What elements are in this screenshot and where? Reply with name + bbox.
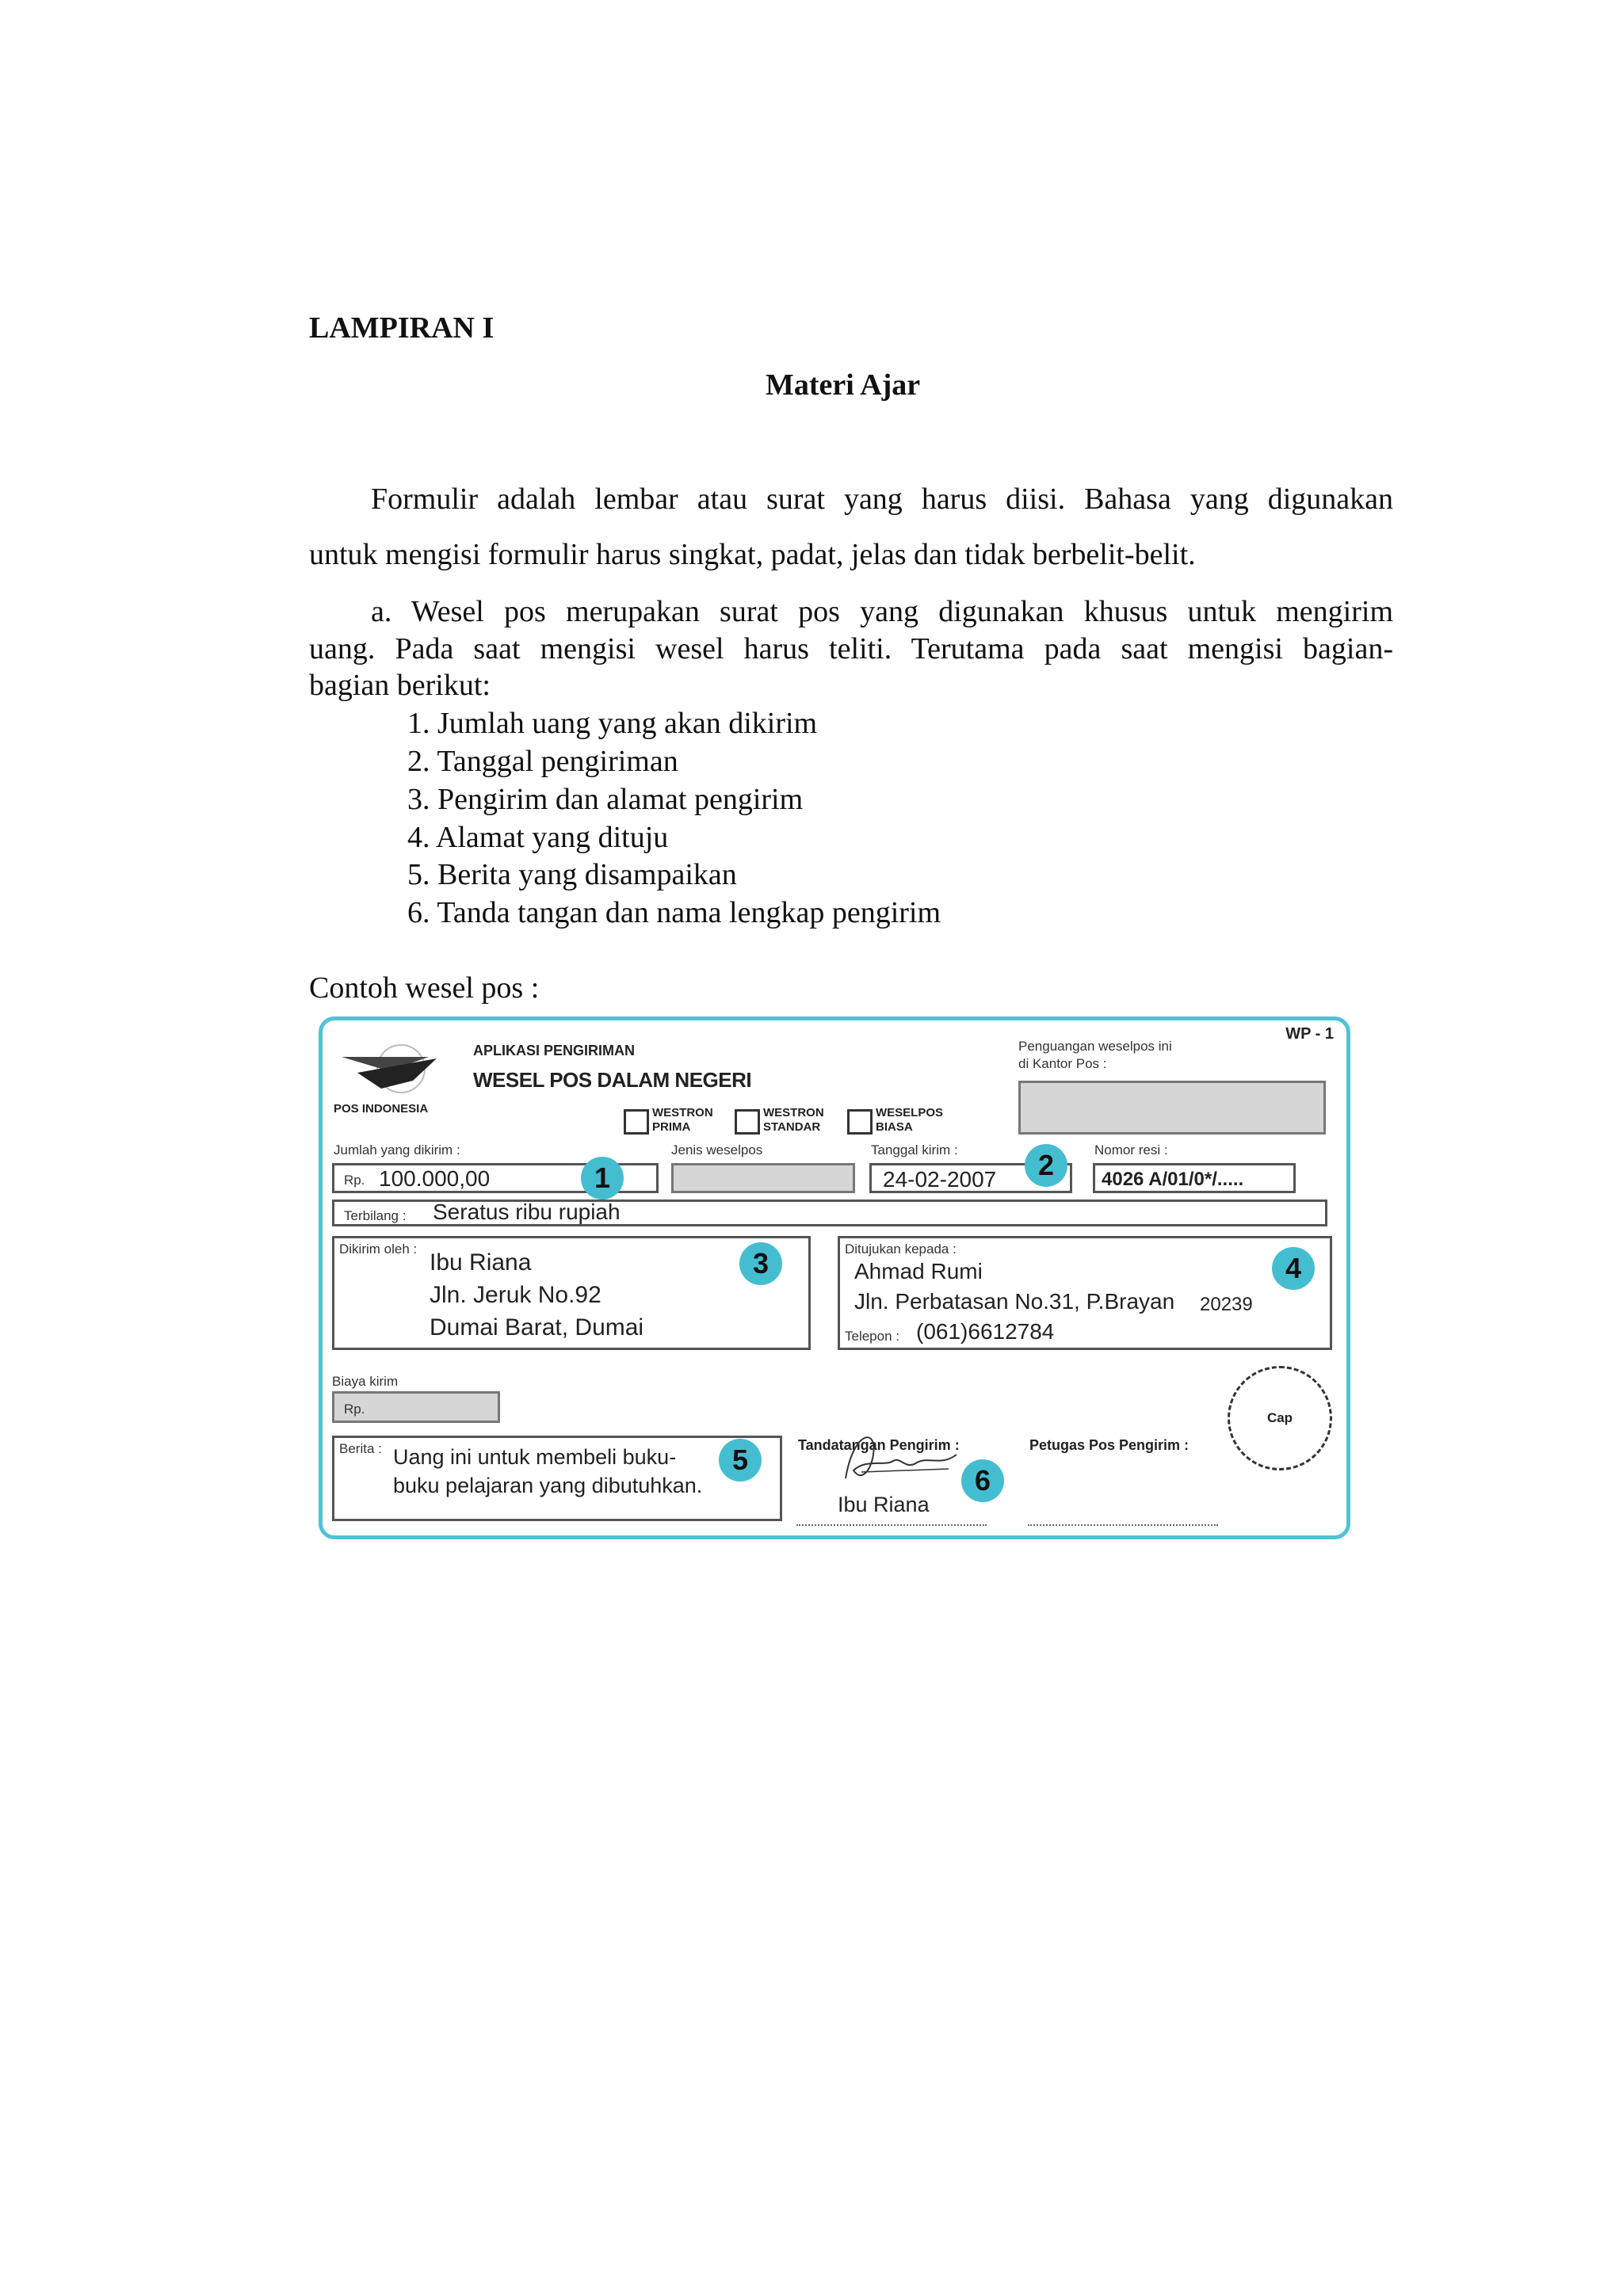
wesel-pos-form — [319, 1016, 1350, 1539]
point-a-line-3: bagian berikut: — [309, 669, 491, 702]
option-line: BIASA — [876, 1120, 913, 1134]
jumlah-value: 100.000,00 — [379, 1166, 491, 1191]
cap-stamp — [1228, 1366, 1332, 1470]
list-item: 3. Pengirim dan alamat pengirim — [407, 783, 804, 816]
list-item: 4. Alamat yang dituju — [407, 821, 669, 854]
sender-line: Jln. Jeruk No.92 — [430, 1282, 601, 1308]
biaya-field[interactable] — [332, 1391, 500, 1423]
option-line: STANDAR — [763, 1120, 821, 1134]
terbilang-field[interactable] — [332, 1199, 1327, 1226]
form-app-label: APLIKASI PENGIRIMAN — [473, 1043, 636, 1058]
option-label — [763, 1106, 824, 1135]
sender-line: Dumai Barat, Dumai — [430, 1314, 644, 1341]
marker-4: 4 — [1272, 1247, 1315, 1290]
resi-field[interactable] — [1093, 1163, 1296, 1193]
marker-3: 3 — [739, 1242, 782, 1285]
page-subheading: Materi Ajar — [766, 368, 921, 402]
option-line: WESTRON — [763, 1106, 824, 1119]
berita-line: Uang ini untuk membeli buku- — [393, 1445, 677, 1469]
terbilang-value: Seratus ribu rupiah — [433, 1199, 621, 1224]
ttd-label: Tandatangan Pengirim : — [798, 1437, 960, 1453]
marker-6: 6 — [961, 1459, 1004, 1502]
sender-line: Ibu Riana — [430, 1249, 532, 1276]
penguangan-label — [1018, 1038, 1172, 1073]
list-item: 2. Tanggal pengiriman — [407, 745, 678, 778]
example-label: Contoh wesel pos : — [309, 971, 540, 1005]
point-a-line-2: uang. Pada saat mengisi wesel harus teliti. Terutama pada saat mengisi bagian- — [309, 632, 1393, 666]
marker-1: 1 — [581, 1157, 624, 1199]
jenis-label: Jenis weselpos — [671, 1142, 763, 1158]
telepon-value: (061)6612784 — [916, 1319, 1055, 1344]
intro-line-2: untuk mengisi formulir harus singkat, padat, jelas dan tidak berbelit-belit. — [309, 538, 1196, 571]
form-code: WP - 1 — [1285, 1025, 1334, 1043]
berita-box[interactable] — [332, 1436, 782, 1521]
resi-value: 4026 A/01/0*/..... — [1102, 1169, 1244, 1190]
terbilang-label: Terbilang : — [344, 1208, 407, 1223]
resi-label: Nomor resi : — [1094, 1142, 1168, 1158]
sender-address — [430, 1246, 643, 1344]
point-a-line-1: a. Wesel pos merupakan surat pos yang digunakan khusus untuk mengirim — [371, 595, 1393, 628]
option-line: WESELPOS — [876, 1106, 944, 1119]
pos-logo-icon — [334, 1041, 460, 1097]
jumlah-label: Jumlah yang dikirim : — [334, 1142, 460, 1158]
cap-label: Cap — [1266, 1410, 1293, 1425]
recipient-postcode: 20239 — [1200, 1294, 1253, 1315]
option-label — [876, 1106, 943, 1135]
list-item: 1. Jumlah uang yang akan dikirim — [407, 707, 818, 740]
tanggal-value: 24-02-2007 — [883, 1167, 997, 1192]
intro-line-1: Formulir adalah lembar atau surat yang harus diisi. Bahasa yang digunakan — [371, 482, 1393, 516]
penguangan-label-1: Penguangan weselpos ini — [1018, 1039, 1172, 1054]
option-line: WESTRON — [652, 1106, 713, 1119]
logo-text: POS INDONESIA — [334, 1102, 429, 1116]
list-item: 6. Tanda tangan dan nama lengkap pengirim — [407, 896, 941, 929]
marker-2: 2 — [1025, 1144, 1067, 1187]
telepon-label: Telepon : — [845, 1329, 899, 1344]
marker-5: 5 — [719, 1439, 762, 1482]
option-line: PRIMA — [652, 1120, 691, 1134]
pos-logo — [334, 1041, 460, 1116]
dikirim-label: Dikirim oleh : — [339, 1241, 418, 1257]
weselpos-biasa-checkbox[interactable] — [847, 1109, 873, 1135]
biaya-label: Biaya kirim — [332, 1374, 399, 1389]
list-item: 5. Berita yang disampaikan — [407, 858, 737, 891]
tanggal-label: Tanggal kirim : — [871, 1142, 958, 1158]
westron-prima-checkbox[interactable] — [624, 1109, 649, 1135]
biaya-prefix: Rp. — [344, 1402, 365, 1417]
berita-label: Berita : — [339, 1441, 382, 1456]
penguangan-label-2: di Kantor Pos : — [1018, 1056, 1107, 1071]
kantor-pos-field[interactable] — [1018, 1081, 1326, 1135]
form-title: WESEL POS DALAM NEGERI — [473, 1068, 752, 1092]
berita-line: buku pelajaran yang dibutuhkan. — [393, 1474, 703, 1497]
option-label — [652, 1106, 713, 1135]
ditujukan-label: Ditujukan kepada : — [845, 1241, 957, 1257]
petugas-label: Petugas Pos Pengirim : — [1029, 1437, 1190, 1453]
signature-icon — [830, 1423, 964, 1494]
berita-text — [393, 1443, 702, 1500]
page-heading: LAMPIRAN I — [309, 311, 495, 345]
jumlah-prefix: Rp. — [344, 1173, 365, 1188]
ttd-name: Ibu Riana — [838, 1493, 930, 1516]
petugas-line — [1028, 1524, 1218, 1526]
recipient-name: Ahmad Rumi — [854, 1259, 983, 1283]
jenis-field[interactable] — [671, 1163, 855, 1193]
recipient-address: Jln. Perbatasan No.31, P.Brayan — [854, 1289, 1175, 1314]
sender-box[interactable] — [332, 1236, 811, 1350]
recipient-box[interactable] — [838, 1236, 1332, 1350]
ttd-line — [796, 1524, 987, 1526]
westron-standar-checkbox[interactable] — [735, 1109, 760, 1135]
